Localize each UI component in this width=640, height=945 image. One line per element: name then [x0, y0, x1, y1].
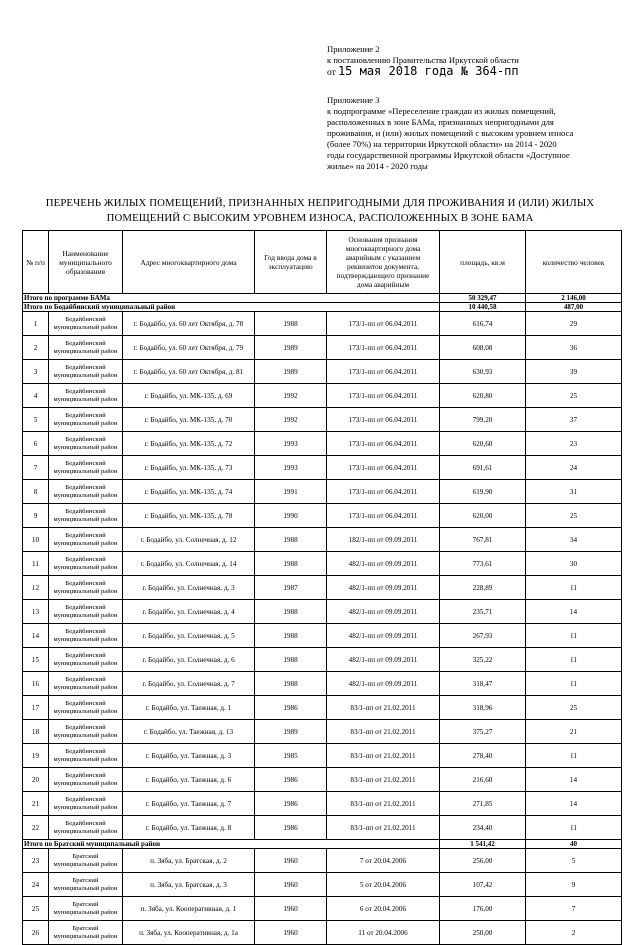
table-row — [23, 672, 622, 696]
row-year: 1990 — [255, 504, 327, 528]
total-area: 10 440,58 — [440, 303, 526, 312]
row-municipality: Бодайбинский муниципальный район — [49, 720, 123, 744]
row-people: 2 — [526, 921, 622, 945]
table-row — [23, 408, 622, 432]
row-people: 5 — [526, 849, 622, 873]
table-row — [23, 600, 622, 624]
row-year: 1989 — [255, 360, 327, 384]
row-year: 1988 — [255, 528, 327, 552]
row-municipality: Бодайбинский муниципальный район — [49, 312, 123, 336]
row-year: 1993 — [255, 456, 327, 480]
row-year: 1988 — [255, 600, 327, 624]
table-row — [23, 897, 622, 921]
table-row — [23, 312, 622, 336]
row-year: 1986 — [255, 816, 327, 840]
row-municipality: Бодайбинский муниципальный район — [49, 408, 123, 432]
decree-date-line — [327, 66, 617, 79]
row-area: 691,61 — [440, 456, 526, 480]
row-address: г. Бодайбо, ул. Таежная, д. 1 — [123, 696, 255, 720]
col-header-num: № п/п — [23, 231, 49, 294]
table-row — [23, 648, 622, 672]
row-number: 6 — [23, 432, 49, 456]
row-people: 11 — [526, 648, 622, 672]
row-people: 36 — [526, 336, 622, 360]
row-area: 271,85 — [440, 792, 526, 816]
row-number: 22 — [23, 816, 49, 840]
row-number: 13 — [23, 600, 49, 624]
row-municipality: Бодайбинский муниципальный район — [49, 768, 123, 792]
row-basis: 11 от 20.04.2006 — [327, 921, 440, 945]
row-basis: 173/1-пп от 06.04.2011 — [327, 480, 440, 504]
row-basis: 173/1-пп от 06.04.2011 — [327, 456, 440, 480]
col-header-address: Адрес многоквартирного дома — [123, 231, 255, 294]
row-year: 1960 — [255, 897, 327, 921]
row-municipality: Бодайбинский муниципальный район — [49, 432, 123, 456]
row-area: 278,40 — [440, 744, 526, 768]
row-number: 8 — [23, 480, 49, 504]
table-row — [23, 456, 622, 480]
row-address: п. Зяба, ул. Кооперативная, д. 1а — [123, 921, 255, 945]
row-address: г. Бодайбо, ул. Солнечная, д. 4 — [123, 600, 255, 624]
row-address: г. Бодайбо, ул. МК-135, д. 74 — [123, 480, 255, 504]
row-area: 620,80 — [440, 384, 526, 408]
total-label: Итого по Бодайбинский муниципальный район — [23, 303, 440, 312]
row-year: 1992 — [255, 384, 327, 408]
row-address: г. Бодайбо, ул. Солнечная, д. 14 — [123, 552, 255, 576]
row-year: 1988 — [255, 552, 327, 576]
table-row — [23, 744, 622, 768]
total-bodaibo-row — [23, 303, 622, 312]
row-number: 21 — [23, 792, 49, 816]
row-people: 25 — [526, 696, 622, 720]
row-address: г. Бодайбо, ул. МК-135, д. 69 — [123, 384, 255, 408]
row-area: 375,27 — [440, 720, 526, 744]
total-people: 487,00 — [526, 303, 622, 312]
title-line: ПЕРЕЧЕНЬ ЖИЛЫХ ПОМЕЩЕНИЙ, ПРИЗНАННЫХ НЕПРИГОДНЫМИ ДЛЯ ПРОЖИВАНИЯ И (ИЛИ) ЖИЛЫХ — [45, 197, 595, 209]
row-area: 228,89 — [440, 576, 526, 600]
row-municipality: Бодайбинский муниципальный район — [49, 792, 123, 816]
row-address: г. Бодайбо, ул. Таежная, д. 3 — [123, 744, 255, 768]
row-basis: 173/1-пп от 06.04.2011 — [327, 336, 440, 360]
row-basis: 182/1-пп от 09.09.2011 — [327, 528, 440, 552]
row-number: 12 — [23, 576, 49, 600]
subprogram-line: жилье» на 2014 - 2020 годы — [327, 161, 428, 171]
table-row — [23, 816, 622, 840]
row-area: 107,42 — [440, 873, 526, 897]
table-row — [23, 432, 622, 456]
row-basis: 482/1-пп от 09.09.2011 — [327, 672, 440, 696]
row-area: 256,00 — [440, 849, 526, 873]
row-people: 25 — [526, 504, 622, 528]
row-people: 37 — [526, 408, 622, 432]
row-year: 1989 — [255, 720, 327, 744]
table-row — [23, 696, 622, 720]
row-year: 1986 — [255, 792, 327, 816]
row-area: 616,74 — [440, 312, 526, 336]
row-year: 1985 — [255, 744, 327, 768]
row-municipality: Бодайбинский муниципальный район — [49, 576, 123, 600]
row-basis: 83/1-пп от 21.02.2011 — [327, 768, 440, 792]
total-label: Итого по программе БАМа — [23, 294, 440, 303]
row-year: 1987 — [255, 576, 327, 600]
row-area: 176,00 — [440, 897, 526, 921]
row-people: 24 — [526, 456, 622, 480]
row-municipality: Бодайбинский муниципальный район — [49, 528, 123, 552]
row-address: г. Бодайбо, ул. МК-135, д. 70 — [123, 408, 255, 432]
row-people: 21 — [526, 720, 622, 744]
row-address: п. Зяба, ул. Братская, д. 2 — [123, 849, 255, 873]
row-municipality: Братский муниципальный район — [49, 921, 123, 945]
row-address: г. Бодайбо, ул. Солнечная, д. 5 — [123, 624, 255, 648]
row-area: 318,47 — [440, 672, 526, 696]
row-people: 7 — [526, 897, 622, 921]
row-basis: 173/1-пп от 06.04.2011 — [327, 504, 440, 528]
row-basis: 173/1-пп от 06.04.2011 — [327, 384, 440, 408]
row-area: 767,81 — [440, 528, 526, 552]
row-year: 1988 — [255, 624, 327, 648]
row-municipality: Братский муниципальный район — [49, 897, 123, 921]
row-address: г. Бодайбо, ул. Солнечная, д. 3 — [123, 576, 255, 600]
row-basis: 83/1-пп от 21.02.2011 — [327, 816, 440, 840]
row-address: г. Бодайбо, ул. Солнечная, д. 12 — [123, 528, 255, 552]
decree-reference: к постановлению Правительства Иркутской области — [327, 55, 519, 65]
table-row — [23, 336, 622, 360]
subprogram-line: (более 70%) на территории Иркутской области» на 2014 - 2020 — [327, 139, 557, 149]
table-row — [23, 480, 622, 504]
row-basis: 482/1-пп от 09.09.2011 — [327, 624, 440, 648]
row-basis: 83/1-пп от 21.02.2011 — [327, 696, 440, 720]
row-municipality: Бодайбинский муниципальный район — [49, 552, 123, 576]
appendix3-label: Приложение 3 — [327, 95, 380, 105]
row-municipality: Бодайбинский муниципальный район — [49, 744, 123, 768]
row-area: 235,71 — [440, 600, 526, 624]
row-basis: 5 от 20.04.2006 — [327, 873, 440, 897]
subprogram-line: к подпрограмме «Переселение граждан из жилых помещений, — [327, 106, 556, 116]
row-number: 5 — [23, 408, 49, 432]
row-address: г. Бодайбо, ул. 60 лет Октября, д. 79 — [123, 336, 255, 360]
row-year: 1960 — [255, 849, 327, 873]
housing-table — [22, 230, 622, 945]
row-address: г. Бодайбо, ул. Солнечная, д. 6 — [123, 648, 255, 672]
row-basis: 83/1-пп от 21.02.2011 — [327, 720, 440, 744]
row-people: 9 — [526, 873, 622, 897]
row-number: 25 — [23, 897, 49, 921]
col-header-municipality: Наименование муниципального образования — [49, 231, 123, 294]
row-address: п. Зяба, ул. Братская, д. 3 — [123, 873, 255, 897]
row-municipality: Бодайбинский муниципальный район — [49, 672, 123, 696]
row-address: г. Бодайбо, ул. 60 лет Октября, д. 81 — [123, 360, 255, 384]
row-address: г. Бодайбо, ул. МК-135, д. 72 — [123, 432, 255, 456]
table-row — [23, 528, 622, 552]
row-municipality: Бодайбинский муниципальный район — [49, 336, 123, 360]
row-number: 2 — [23, 336, 49, 360]
row-people: 11 — [526, 672, 622, 696]
row-area: 799,20 — [440, 408, 526, 432]
row-area: 234,40 — [440, 816, 526, 840]
row-area: 318,96 — [440, 696, 526, 720]
row-area: 620,00 — [440, 504, 526, 528]
row-municipality: Бодайбинский муниципальный район — [49, 384, 123, 408]
row-area: 630,93 — [440, 360, 526, 384]
row-number: 18 — [23, 720, 49, 744]
row-number: 4 — [23, 384, 49, 408]
row-municipality: Бодайбинский муниципальный район — [49, 504, 123, 528]
subprogram-line: проживания, и (или) жилых помещений с высоким уровнем износа — [327, 128, 574, 138]
table-row — [23, 720, 622, 744]
table-header-row — [23, 231, 622, 294]
row-people: 14 — [526, 600, 622, 624]
subprogram-line: расположенных в зоне БАМа, признанных непригодными для — [327, 117, 554, 127]
row-year: 1989 — [255, 336, 327, 360]
row-municipality: Братский муниципальный район — [49, 873, 123, 897]
row-address: г. Бодайбо, ул. Таежная, д. 13 — [123, 720, 255, 744]
total-area: 50 329,47 — [440, 294, 526, 303]
row-people: 23 — [526, 432, 622, 456]
row-number: 9 — [23, 504, 49, 528]
row-people: 14 — [526, 792, 622, 816]
row-address: г. Бодайбо, ул. МК-135, д. 78 — [123, 504, 255, 528]
row-area: 216,60 — [440, 768, 526, 792]
total-bratsk-row — [23, 840, 622, 849]
row-year: 1986 — [255, 768, 327, 792]
table-row — [23, 360, 622, 384]
row-municipality: Бодайбинский муниципальный район — [49, 624, 123, 648]
table-row — [23, 921, 622, 945]
row-basis: 173/1-пп от 06.04.2011 — [327, 432, 440, 456]
row-address: г. Бодайбо, ул. Таежная, д. 8 — [123, 816, 255, 840]
row-number: 14 — [23, 624, 49, 648]
row-address: г. Бодайбо, ул. Солнечная, д. 7 — [123, 672, 255, 696]
row-people: 11 — [526, 816, 622, 840]
col-header-basis: Основания признания многоквартирного дома аварийным с указанием реквизитов документа, подтверждающего признание дома аварийным — [327, 231, 440, 294]
row-year: 1988 — [255, 648, 327, 672]
total-people: 2 146,00 — [526, 294, 622, 303]
row-number: 3 — [23, 360, 49, 384]
row-municipality: Бодайбинский муниципальный район — [49, 480, 123, 504]
row-municipality: Бодайбинский муниципальный район — [49, 696, 123, 720]
row-address: г. Бодайбо, ул. МК-135, д. 73 — [123, 456, 255, 480]
row-year: 1988 — [255, 312, 327, 336]
row-municipality: Бодайбинский муниципальный район — [49, 648, 123, 672]
row-people: 29 — [526, 312, 622, 336]
row-people: 39 — [526, 360, 622, 384]
row-people: 11 — [526, 744, 622, 768]
row-basis: 83/1-пп от 21.02.2011 — [327, 792, 440, 816]
table-row — [23, 504, 622, 528]
row-basis: 482/1-пп от 09.09.2011 — [327, 600, 440, 624]
subprogram-line: годы государственной программы Иркутской области «Доступное — [327, 150, 570, 160]
row-area: 325,22 — [440, 648, 526, 672]
row-people: 25 — [526, 384, 622, 408]
row-people: 34 — [526, 528, 622, 552]
row-people: 31 — [526, 480, 622, 504]
row-address: п. Зяба, ул. Кооперативная, д. 1 — [123, 897, 255, 921]
row-number: 10 — [23, 528, 49, 552]
total-people: 40 — [526, 840, 622, 849]
row-number: 16 — [23, 672, 49, 696]
row-number: 17 — [23, 696, 49, 720]
row-year: 1960 — [255, 873, 327, 897]
row-people: 30 — [526, 552, 622, 576]
row-area: 267,93 — [440, 624, 526, 648]
row-number: 20 — [23, 768, 49, 792]
row-year: 1992 — [255, 408, 327, 432]
row-number: 23 — [23, 849, 49, 873]
row-municipality: Бодайбинский муниципальный район — [49, 360, 123, 384]
row-basis: 173/1-пп от 06.04.2011 — [327, 408, 440, 432]
table-row — [23, 624, 622, 648]
row-basis: 482/1-пп от 09.09.2011 — [327, 648, 440, 672]
total-label: Итого по Братский муниципальный район — [23, 840, 440, 849]
row-year: 1960 — [255, 921, 327, 945]
handwritten-date-number: 15 мая 2018 года № 364-пп — [337, 64, 519, 78]
row-basis: 482/1-пп от 09.09.2011 — [327, 552, 440, 576]
row-municipality: Братский муниципальный район — [49, 849, 123, 873]
row-area: 619,90 — [440, 480, 526, 504]
ot-label: от — [327, 68, 336, 78]
row-basis: 482/1-пп от 09.09.2011 — [327, 576, 440, 600]
row-people: 11 — [526, 624, 622, 648]
table-row — [23, 792, 622, 816]
row-number: 15 — [23, 648, 49, 672]
row-basis: 6 от 20.04.2006 — [327, 897, 440, 921]
table-row — [23, 849, 622, 873]
row-number: 19 — [23, 744, 49, 768]
table-row — [23, 384, 622, 408]
row-area: 620,60 — [440, 432, 526, 456]
total-program-row — [23, 294, 622, 303]
row-address: г. Бодайбо, ул. Таежная, д. 7 — [123, 792, 255, 816]
row-basis: 173/1-пп от 06.04.2011 — [327, 312, 440, 336]
table-body — [23, 294, 622, 945]
col-header-area: площадь, кв.м — [440, 231, 526, 294]
document-header — [327, 44, 617, 172]
row-number: 1 — [23, 312, 49, 336]
row-area: 773,61 — [440, 552, 526, 576]
row-year: 1993 — [255, 432, 327, 456]
row-municipality: Бодайбинский муниципальный район — [49, 456, 123, 480]
title-line: ПОМЕЩЕНИЙ С ВЫСОКИМ УРОВНЕМ ИЗНОСА, РАСПОЛОЖЕННЫХ В ЗОНЕ БАМА — [106, 212, 534, 224]
col-header-year: Год ввода дома в эксплуатацию — [255, 231, 327, 294]
row-basis: 173/1-пп от 06.04.2011 — [327, 360, 440, 384]
row-municipality: Бодайбинский муниципальный район — [49, 600, 123, 624]
row-year: 1991 — [255, 480, 327, 504]
row-basis: 7 от 20.04.2006 — [327, 849, 440, 873]
row-year: 1986 — [255, 696, 327, 720]
document-title — [20, 196, 620, 226]
appendix2-label: Приложение 2 — [327, 44, 380, 54]
row-number: 7 — [23, 456, 49, 480]
table-row — [23, 873, 622, 897]
table-row — [23, 552, 622, 576]
row-area: 250,00 — [440, 921, 526, 945]
row-number: 24 — [23, 873, 49, 897]
row-municipality: Бодайбинский муниципальный район — [49, 816, 123, 840]
table-row — [23, 768, 622, 792]
row-area: 608,08 — [440, 336, 526, 360]
total-area: 1 541,42 — [440, 840, 526, 849]
row-people: 14 — [526, 768, 622, 792]
row-people: 11 — [526, 576, 622, 600]
row-number: 26 — [23, 921, 49, 945]
col-header-people: количество человек — [526, 231, 622, 294]
row-year: 1988 — [255, 672, 327, 696]
row-basis: 83/1-пп от 21.02.2011 — [327, 744, 440, 768]
row-number: 11 — [23, 552, 49, 576]
row-address: г. Бодайбо, ул. Таежная, д. 6 — [123, 768, 255, 792]
row-address: г. Бодайбо, ул. 60 лет Октября, д. 78 — [123, 312, 255, 336]
table-row — [23, 576, 622, 600]
